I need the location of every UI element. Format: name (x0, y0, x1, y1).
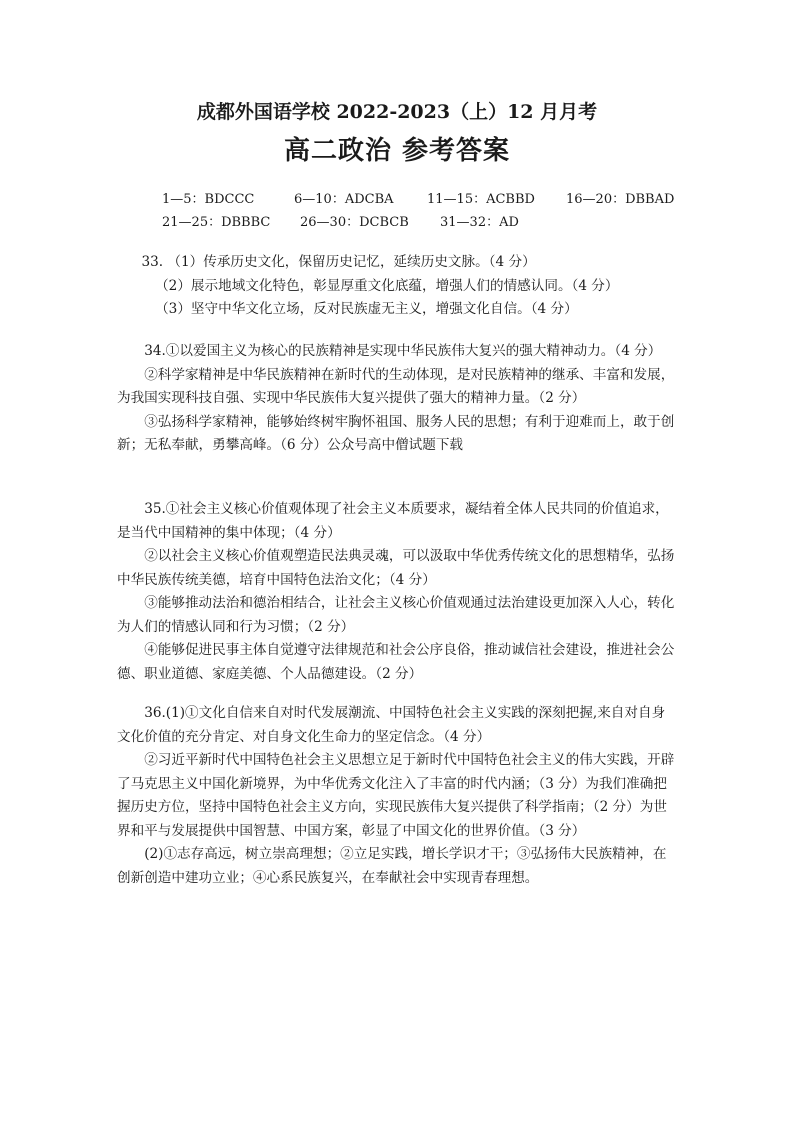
mc-answers-row-2 (0, 211, 794, 231)
q36-part-1-point-2: ②习近平新时代中国特色社会主义思想立足于新时代中国特色社会主义的伟大实践，开辟了马克思主义中国化新境界，为中华优秀文化注入了丰富的时代内涵；（3 分）为我们准确把握历史方位，坚持中国特色社会主义方向，实现民族伟大复兴提供了科学指南；（2 分）为世界和平与发展提供中国智慧、中国方案，彰显了中国文化的世界价值。（3 分） (117, 752, 675, 839)
q35-point-3: ③能够推动法治和德治相结合，让社会主义核心价值观通过法治建设更加深入人心，转化为人们的情感认同和行为习惯；（2 分） (117, 595, 675, 635)
q34-point-1: 34.①以爱国主义为核心的民族精神是实现中华民族伟大复兴的强大精神动力。（4 分） (144, 343, 662, 359)
question-35-answer (117, 498, 677, 686)
question-34-answer (117, 340, 677, 458)
mc-answer-11-15: 11—15：ACBBD (427, 192, 535, 207)
q34-point-3: ③弘扬科学家精神，能够始终树牢胸怀祖国、服务人民的思想；有利于迎难而上，敢于创新；无私奉献，勇攀高峰。（6 分）公众号高中僧试题下载 (117, 413, 675, 453)
mc-answer-1-5: 1—5：BDCCC (162, 192, 255, 207)
q35-point-2: ②以社会主义核心价值观塑造民法典灵魂，可以汲取中华优秀传统文化的思想精华，弘扬中华民族传统美德，培育中国特色法治文化；（4 分） (117, 548, 675, 588)
exam-title: 成都外国语学校 2022-2023（上）12 月月考 (196, 101, 598, 123)
question-33-answer (117, 251, 677, 322)
q35-point-1: 35.①社会主义核心价值观体现了社会主义本质要求，凝结着全体人民共同的价值追求，是当代中国精神的集中体现；（4 分） (117, 501, 669, 541)
q33-part-3: （3）坚守中华文化立场，反对民族虚无主义，增强文化自信。（4 分） (155, 301, 578, 317)
mc-answer-26-30: 26—30：DCBCB (300, 215, 409, 230)
answer-key-title: 高二政治 参考答案 (283, 136, 511, 166)
q36-part-1: 36.(1)①文化自信来自对时代发展潮流、中国特色社会主义实践的深刻把握,来自对自身文化价值的充分肯定、对自身文化生命力的坚定信念。（4 分） (117, 705, 666, 745)
q36-part-2: (2)①志存高远，树立崇高理想；②立足实践，增长学识才干；③弘扬伟大民族精神，在创新创造中建功立业；④心系民族复兴，在奉献社会中实现青春理想。 (117, 846, 667, 886)
q33-part-1: 33. （1）传承历史文化，保留历史记忆，延续历史文脉。（4 分） (141, 254, 536, 270)
q35-point-4: ④能够促进民事主体自觉遵守法律规范和社会公序良俗，推动诚信社会建设，推进社会公德、职业道德、家庭美德、个人品德建设。（2 分） (117, 642, 675, 682)
q34-point-2: ②科学家精神是中华民族精神在新时代的生动体现，是对民族精神的继承、丰富和发展，为我国实现科技自强、实现中华民族伟大复兴提供了强大的精神力量。（2 分） (117, 366, 675, 406)
question-36-answer (117, 702, 677, 890)
mc-answer-21-25: 21—25：DBBBC (162, 215, 271, 230)
q33-part-2: （2）展示地域文化特色，彰显厚重文化底蕴，增强人们的情感认同。（4 分） (155, 277, 619, 294)
mc-answers-row-1 (0, 188, 794, 208)
mc-answer-31-32: 31—32：AD (440, 215, 519, 230)
mc-answer-6-10: 6—10：ADCBA (294, 192, 394, 207)
mc-answer-16-20: 16—20：DBBAD (566, 192, 675, 207)
